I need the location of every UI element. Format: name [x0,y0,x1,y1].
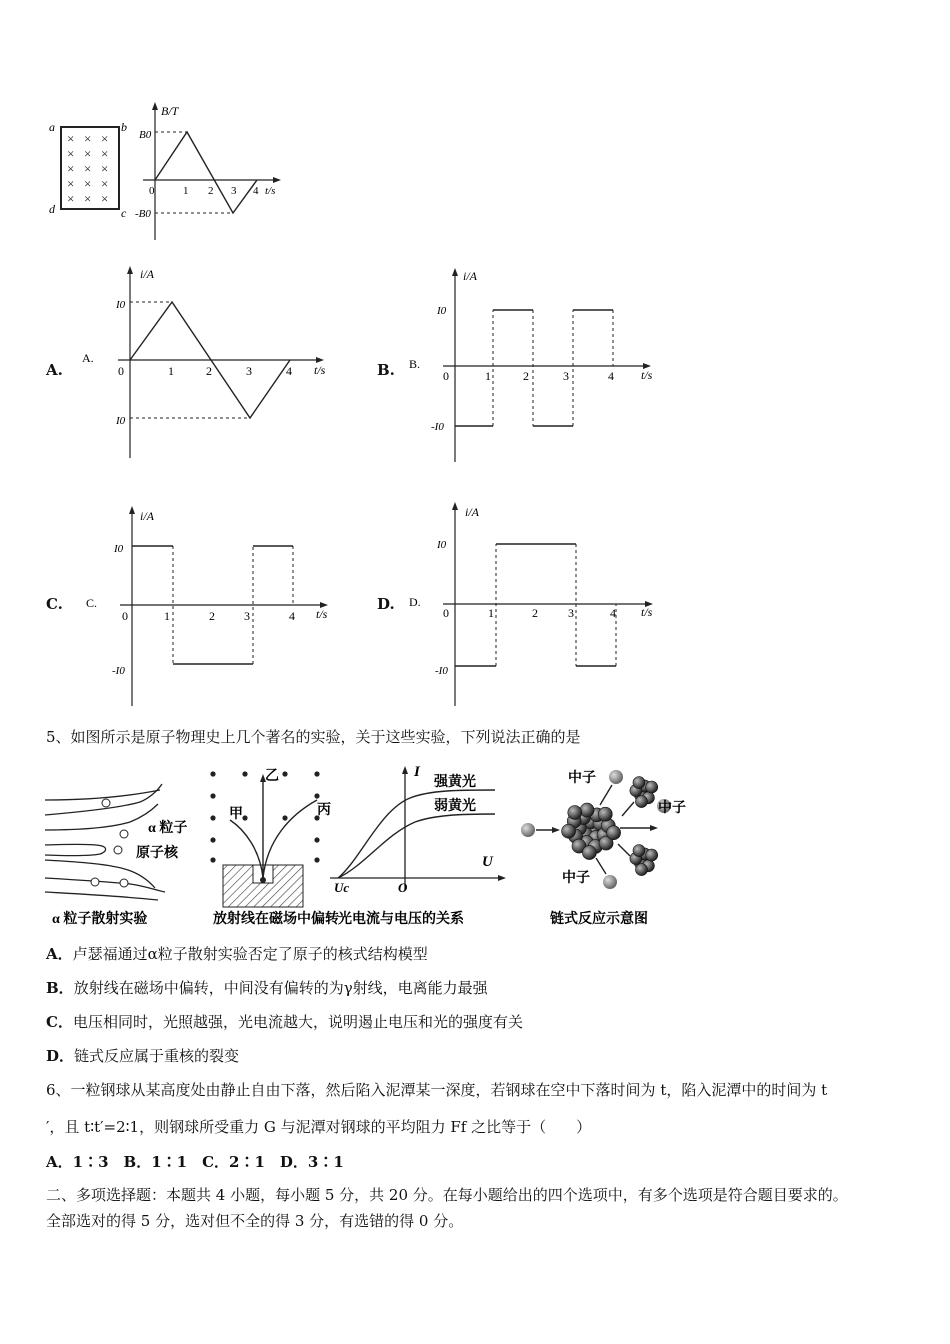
field-cross: × [101,191,109,206]
graph-a-tick-2: 2 [206,364,212,378]
yi-label: 乙 [265,769,279,784]
field-dot [210,771,215,776]
graph-a-inner: A. [82,351,94,365]
fragment-lower [630,845,658,876]
graph-d-x-label: t/s [641,605,653,619]
q6-answers: A．1∶3 B．1∶1 C．2∶1 D．3∶1 [46,1153,344,1171]
graph-c-i0: I0 [114,543,124,555]
field-cross: × [67,161,75,176]
tick-0: 0 [149,185,155,197]
graph-c-tick-3: 3 [244,609,250,623]
option-b-label: B. [377,361,395,379]
graph-c [78,500,348,710]
option-a-label: A. [46,361,63,379]
field-dot [314,771,319,776]
field-cross: × [101,131,109,146]
graph-a-tick-4: 4 [286,364,292,378]
tick-2: 2 [208,185,214,197]
nucleon [636,796,648,808]
graph-a-y-label: i/A [140,267,154,281]
origin-label: O [398,880,408,895]
u-axis-label: U [482,854,493,870]
photocurrent-figure [330,760,510,935]
graph-d-tick-2: 2 [532,606,538,620]
uc-label: Uc [334,880,350,895]
field-cross: × [84,161,92,176]
graph-b-inner: B. [409,357,421,371]
neg-b0-label: -B0 [135,208,151,220]
field-cross: × [67,146,75,161]
graph-d [405,500,675,710]
graph-a-tick-3: 3 [246,364,252,378]
i-axis-label: I [414,764,420,780]
graph-c-tick-1: 1 [164,609,170,623]
q5-option-c-text: 电压相同时，光照越强，光电流越大，说明遏止电压和光的强度有关 [72,1013,523,1031]
section2-line-1: 二、多项选择题：本题共 4 小题，每小题 5 分，共 20 分。在每小题给出的四个选项中，有多个选项是符合题目要求的。 [46,1186,848,1204]
field-dot [242,771,247,776]
nucleon [582,846,596,860]
corner-c: c [121,206,127,220]
graph-c-x-label: t/s [316,607,328,621]
field-cross: × [84,131,92,146]
coil-diagram [45,115,135,225]
graph-a-neg-i0: I0 [116,415,126,427]
nucleus-label: 原子核 [136,846,178,861]
nucleon [646,781,658,793]
alpha-caption: α 粒子散射实验 [52,912,148,927]
graph-b-neg-i0: -I0 [431,421,444,433]
nucleon [580,803,594,817]
corner-d: d [49,202,55,216]
q6-line-2: ′，且 t∶t′=2∶1，则钢球所受重力 G 与泥潭对钢球的平均阻力 Ff 之比等于（ ） [46,1118,592,1136]
graph-c-y-label: i/A [140,509,154,523]
field-dot [210,793,215,798]
graph-c-tick-0: 0 [122,609,128,623]
neutron-label-2: 中子 [658,801,686,816]
graph-c-inner: C. [86,596,98,610]
nucleon [607,826,621,840]
field-dot [210,837,215,842]
b0-label: B0 [139,129,152,141]
q6-line-1: 6、一粒钢球从某高度处由静止自由下落，然后陷入泥潭某一深度，若钢球在空中下落时间为 t，陷入泥潭中的时间为 t [46,1081,828,1099]
b-t-graph [135,100,295,245]
strong-light-label: 强黄光 [434,775,476,790]
q5-option-a-label: A． [46,945,73,963]
field-dot [210,815,215,820]
radiation-caption: 放射线在磁场中偏转 [213,912,339,927]
field-dot [242,815,247,820]
q5-option-d-label: D． [46,1047,75,1065]
field-crosses [67,131,108,206]
nucleon [633,845,645,857]
graph-d-tick-1: 1 [488,606,494,620]
graph-b-tick-3: 3 [563,369,569,383]
field-dot [282,771,287,776]
q5-option-b [46,979,488,997]
nucleon [562,824,576,838]
graph-a-tick-0: 0 [118,364,124,378]
graph-b-y-label: i/A [463,269,477,283]
graph-a-tick-1: 1 [168,364,174,378]
section2-line-2: 全部选对的得 5 分，选对但不全的得 3 分，有选错的得 0 分。 [46,1212,464,1230]
neutron-label-3: 中子 [562,871,590,886]
graph-d-tick-3: 3 [568,606,574,620]
q5-option-c-label: C． [46,1013,73,1031]
tick-4: 4 [253,185,259,197]
field-cross: × [67,131,75,146]
field-cross: × [101,161,109,176]
graph-d-tick-0: 0 [443,606,449,620]
graph-d-neg-i0: -I0 [435,665,448,677]
field-dot [210,857,215,862]
nucleon [633,777,645,789]
field-cross: × [101,176,109,191]
graph-a-x-label: t/s [314,363,326,377]
graph-b-tick-0: 0 [443,369,449,383]
b-axis-label: B/T [161,104,179,118]
q5-option-a [46,945,428,963]
nucleon [636,864,648,876]
weak-light-label: 弱黄光 [434,799,476,814]
corner-a: a [49,120,55,134]
tick-1: 1 [183,185,189,197]
field-dot [314,837,319,842]
graph-d-i0: I0 [437,539,447,551]
field-dot [282,815,287,820]
photo-caption: 光电流与电压的关系 [338,912,464,927]
nucleon [646,849,658,861]
jia-label: 甲 [229,807,243,822]
q5-option-c [46,1013,523,1031]
option-c-label: C. [46,595,63,613]
chain-caption: 链式反应示意图 [550,912,648,927]
q5-option-d [46,1047,239,1065]
graph-d-tick-4: 4 [610,606,616,620]
neutron-label-1: 中子 [568,771,596,786]
graph-b-tick-4: 4 [608,369,614,383]
alpha-scattering-figure [40,760,215,935]
graph-c-tick-2: 2 [209,609,215,623]
q5-option-a-text: 卢瑟福通过α粒子散射实验否定了原子的核式结构模型 [72,945,428,963]
field-dots [210,771,319,862]
q5-option-d-text: 链式反应属于重核的裂变 [74,1047,240,1065]
uranium-nucleus [562,803,621,860]
nucleon [568,806,582,820]
nucleon [598,807,612,821]
graph-b-x-label: t/s [641,368,653,382]
q5-option-b-label: B． [46,979,74,997]
graph-b-i0: I0 [437,305,447,317]
graph-c-neg-i0: -I0 [112,665,125,677]
graph-d-inner: D. [409,595,421,609]
graph-c-tick-4: 4 [289,609,295,623]
t-axis-label: t/s [265,185,276,197]
chain-reaction-figure [512,760,702,935]
graph-b-tick-2: 2 [523,369,529,383]
field-cross: × [84,146,92,161]
field-cross: × [84,191,92,206]
corner-b: b [121,120,127,134]
option-d-label: D. [377,595,395,613]
field-dot [314,857,319,862]
bing-label: 丙 [317,803,331,818]
q5-stem: 5、如图所示是原子物理史上几个著名的实验，关于这些实验，下列说法正确的是 [46,728,581,746]
field-cross: × [101,146,109,161]
graph-a-i0: I0 [116,299,126,311]
field-cross: × [67,191,75,206]
alpha-particle-label: α 粒子 [148,821,188,836]
graph-a [78,262,348,462]
field-dot [314,793,319,798]
graph-b [405,262,675,467]
field-cross: × [67,176,75,191]
field-cross: × [84,176,92,191]
q5-option-b-text: 放射线在磁场中偏转，中间没有偏转的为γ射线，电离能力最强 [73,979,488,997]
graph-b-tick-1: 1 [485,369,491,383]
tick-3: 3 [231,185,237,197]
graph-d-y-label: i/A [465,505,479,519]
